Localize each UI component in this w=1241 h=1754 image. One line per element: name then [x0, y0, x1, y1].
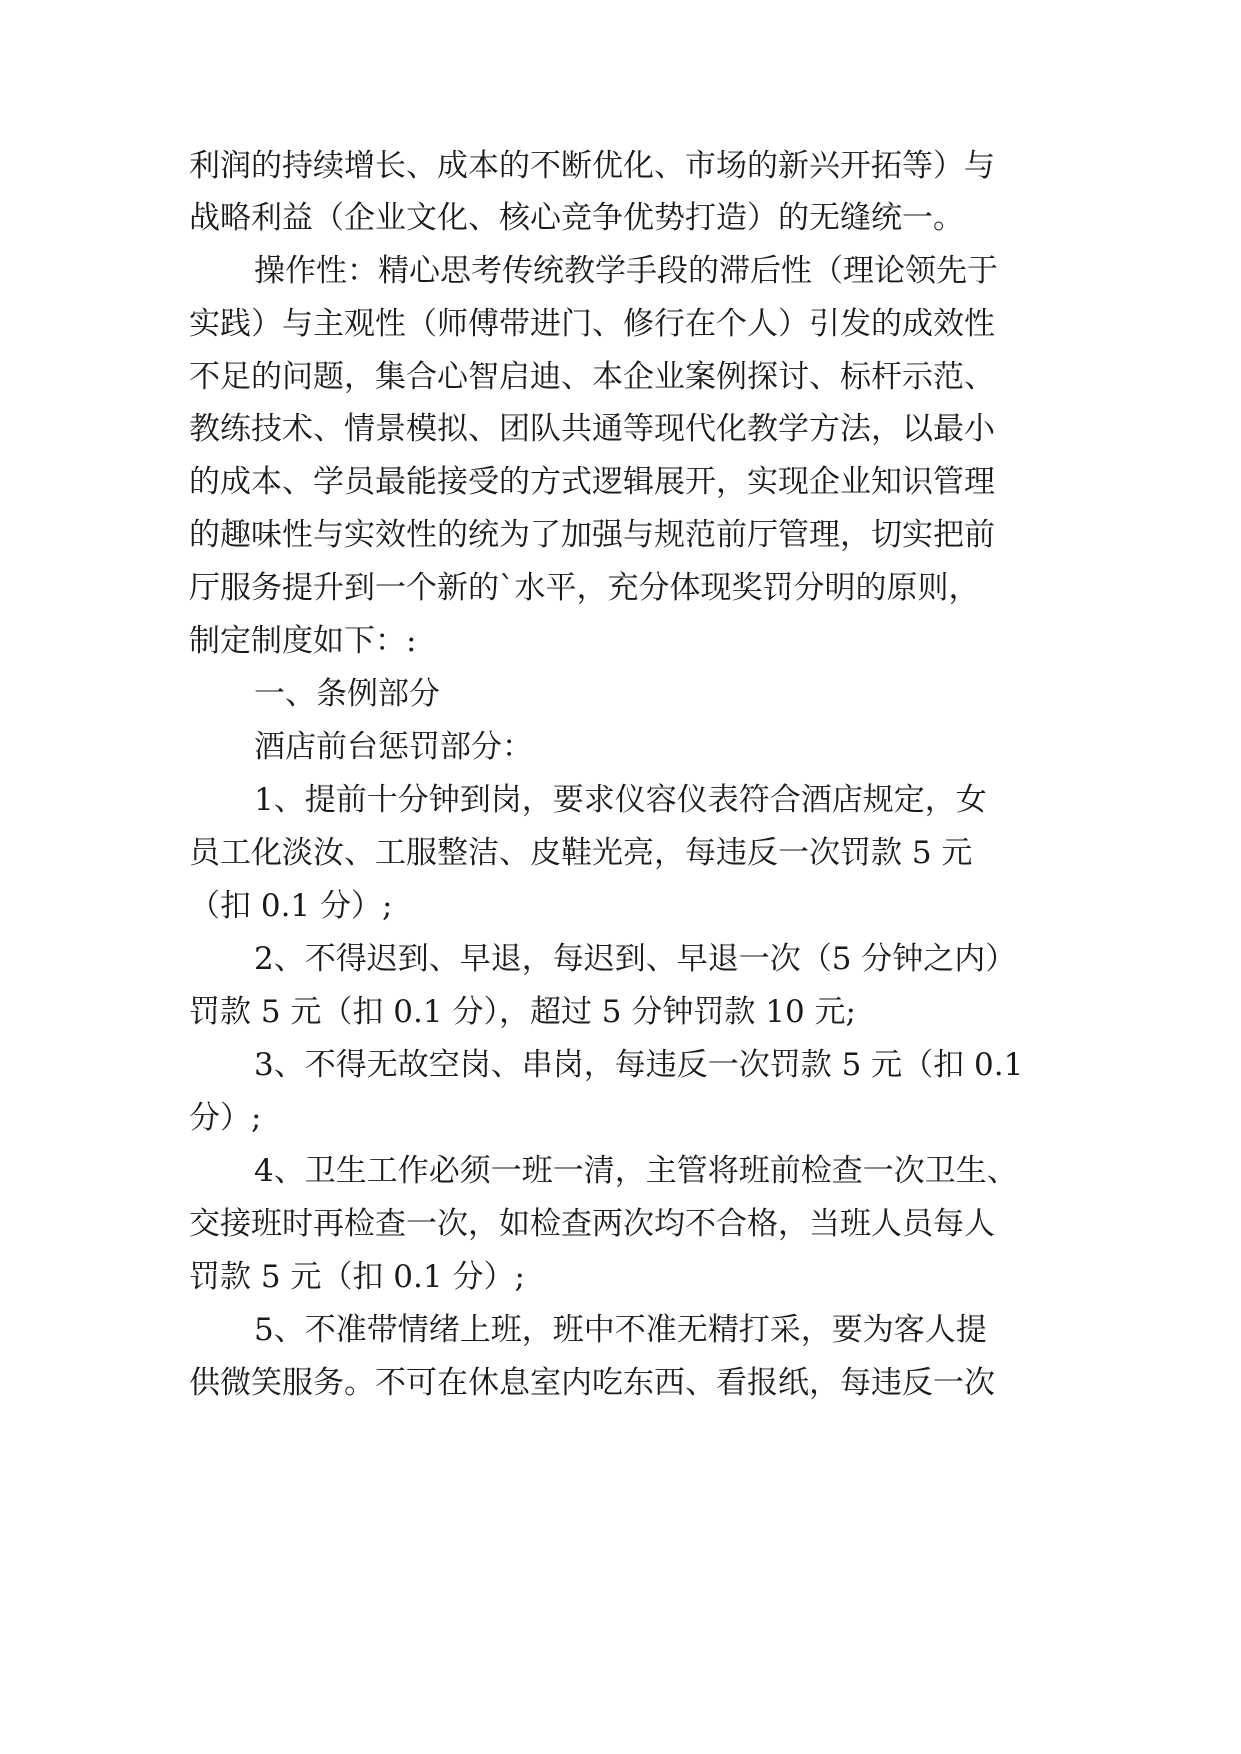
text-line: 罚款 5 元（扣 0.1 分），超过 5 分钟罚款 10 元;	[189, 994, 856, 1030]
text-line: 利润的持续增长、成本的不断优化、市场的新兴开拓等）与	[189, 148, 995, 184]
text-line: 1、提前十分钟到岗，要求仪容仪表符合酒店规定，女	[254, 782, 987, 818]
text-line: 操作性：精心思考传统教学手段的滞后性（理论领先于	[254, 253, 998, 289]
section-heading: 一、条例部分	[254, 676, 440, 712]
text-line: 3、不得无故空岗、串岗，每违反一次罚款 5 元（扣 0.1	[254, 1047, 1024, 1083]
text-line: 罚款 5 元（扣 0.1 分）;	[189, 1259, 525, 1295]
text-line: 分）;	[189, 1100, 262, 1136]
text-line: 厅服务提升到一个新的`水平，充分体现奖罚分明的原则，	[189, 570, 980, 606]
text-line: （扣 0.1 分）;	[189, 888, 393, 924]
text-line: 战略利益（企业文化、核心竞争优势打造）的无缝统一。	[189, 200, 964, 236]
text-line: 5、不准带情绪上班，班中不准无精打采，要为客人提	[254, 1312, 987, 1348]
text-line: 不足的问题，集合心智启迪、本企业案例探讨、标杆示范、	[189, 359, 995, 395]
text-line: 教练技术、情景模拟、团队共通等现代化教学方法，以最小	[189, 411, 995, 447]
subsection-heading: 酒店前台惩罚部分：	[254, 729, 533, 765]
text-line: 4、卫生工作必须一班一清，主管将班前检查一次卫生、	[254, 1153, 1018, 1189]
text-line: 交接班时再检查一次，如检查两次均不合格，当班人员每人	[189, 1206, 995, 1242]
text-line: 的成本、学员最能接受的方式逻辑展开，实现企业知识管理	[189, 464, 995, 500]
text-line: 实践）与主观性（师傅带进门、修行在个人）引发的成效性	[189, 306, 995, 342]
text-line: 供微笑服务。不可在休息室内吃东西、看报纸，每违反一次	[189, 1365, 995, 1401]
text-line: 制定制度如下：:	[189, 623, 417, 659]
text-line: 2、不得迟到、早退，每迟到、早退一次（5 分钟之内）	[254, 941, 1017, 977]
text-line: 员工化淡汝、工服整洁、皮鞋光亮，每违反一次罚款 5 元	[189, 835, 973, 871]
text-line: 的趣味性与实效性的统为了加强与规范前厅管理，切实把前	[189, 517, 995, 553]
